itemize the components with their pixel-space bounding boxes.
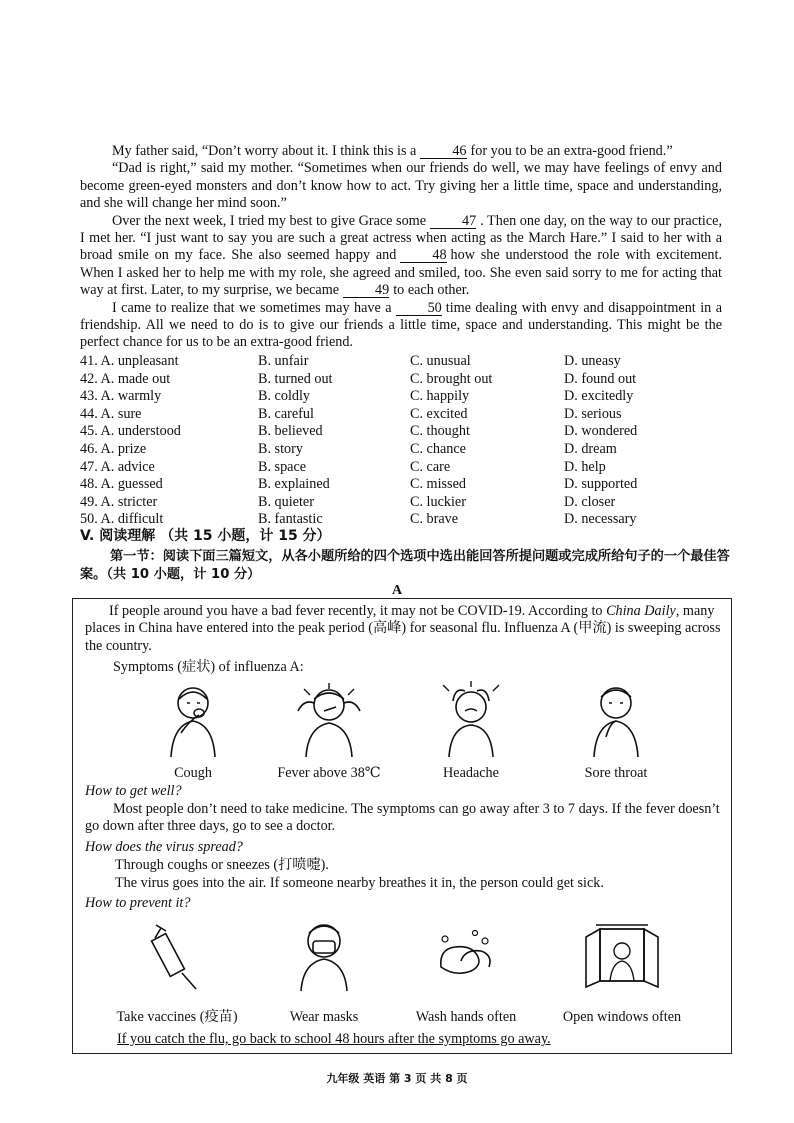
cough-icon xyxy=(153,681,233,759)
option-b: B. turned out xyxy=(258,370,333,387)
option-b: B. space xyxy=(258,458,307,475)
option-b: B. story xyxy=(258,440,303,457)
option-d: D. supported xyxy=(564,476,638,493)
text: to each other. xyxy=(393,282,470,299)
mask-icon xyxy=(289,919,359,991)
option-row-41 xyxy=(80,353,722,371)
paragraph-4 xyxy=(80,300,722,352)
passage-label: A xyxy=(391,583,403,598)
option-row-47 xyxy=(80,459,722,477)
sore-throat-icon xyxy=(576,681,656,759)
option-d: D. wondered xyxy=(564,423,638,440)
option-d: D. necessary xyxy=(564,511,637,528)
option-a: 43. A. warmly xyxy=(80,388,162,405)
question-prevent: How to prevent it? xyxy=(85,895,191,911)
symptom-label: Headache xyxy=(443,765,499,781)
answer-get-well: Most people don’t need to take medicine. The symptoms can go away after 3 to 7 days. If the fever doesn’t go down after three days, go to see a doctor. xyxy=(85,801,720,835)
option-a: 45. A. understood xyxy=(80,423,181,440)
paragraph-1 xyxy=(80,143,722,160)
option-d: D. dream xyxy=(564,440,617,457)
text: for you to be an extra-good friend.” xyxy=(470,143,673,159)
intro-text xyxy=(85,603,721,655)
option-a: 46. A. prize xyxy=(80,440,147,457)
option-b: B. believed xyxy=(258,423,323,440)
option-a: 41. A. unpleasant xyxy=(80,353,179,369)
option-c: C. happily xyxy=(410,388,470,405)
blank-50: 50 xyxy=(396,301,442,316)
option-d: D. serious xyxy=(564,405,622,422)
option-d: D. closer xyxy=(564,493,616,510)
option-b: B. quieter xyxy=(258,493,314,510)
prevent-label: Wear masks xyxy=(289,1009,359,1025)
symptom-label: Fever above 38℃ xyxy=(277,765,381,781)
option-c: C. luckier xyxy=(410,493,466,510)
symptom-sore-throat xyxy=(561,681,671,782)
blank-49: 49 xyxy=(343,283,389,298)
prevent-label: Open windows often xyxy=(562,1009,682,1025)
option-a: 44. A. sure xyxy=(80,405,142,422)
text: , many places in China have entered into the peak period (高峰) for seasonal flu. Influenza A (甲流) is sweeping across the country. xyxy=(85,603,721,654)
prevent-label: Take vaccines (疫苗) xyxy=(116,1009,238,1025)
option-c: C. unusual xyxy=(410,353,471,369)
option-b: B. explained xyxy=(258,476,330,493)
question-spread: How does the virus spread? xyxy=(85,839,243,855)
window-icon xyxy=(582,919,662,991)
wash-hands-icon xyxy=(431,919,501,991)
reading-passage-a xyxy=(72,598,732,1054)
option-a: 49. A. stricter xyxy=(80,493,158,510)
answer-options xyxy=(80,353,722,529)
answer-spread-2: The virus goes into the air. If someone nearby breathes it in, the person could get sick. xyxy=(115,875,604,891)
blank-47: 47 xyxy=(430,214,476,229)
page-footer: 九年级 英语 第 3 页 共 8 页 xyxy=(326,1072,468,1085)
headache-icon xyxy=(431,681,511,759)
text: . Then one day, on the way to our practice, I met her. “I just want to say you are such a great actress when acting as the March Hare.” I said to her with a broad smile on my face. She also seemed happy and xyxy=(80,212,723,264)
option-b: B. coldly xyxy=(258,388,311,405)
option-row-45 xyxy=(80,423,722,441)
option-c: C. missed xyxy=(410,476,466,493)
prevent-open-windows xyxy=(547,919,697,1026)
option-d: D. excitedly xyxy=(564,388,634,405)
option-row-48 xyxy=(80,476,722,494)
closing-note: If you catch the flu, go back to school 48 hours after the symptoms go away. xyxy=(117,1031,551,1047)
option-a: 48. A. guessed xyxy=(80,476,163,493)
option-row-46 xyxy=(80,441,722,459)
question-get-well: How to get well? xyxy=(85,783,182,799)
option-row-49 xyxy=(80,494,722,512)
option-d: D. help xyxy=(564,458,606,475)
option-d: D. found out xyxy=(564,370,637,387)
option-b: B. fantastic xyxy=(258,511,323,528)
prevent-masks xyxy=(269,919,379,1026)
prevent-wash-hands xyxy=(401,919,531,1026)
option-a: 42. A. made out xyxy=(80,370,171,387)
option-c: C. brave xyxy=(410,511,459,528)
option-d: D. uneasy xyxy=(564,353,621,369)
blank-48: 48 xyxy=(400,248,446,263)
symptom-cough xyxy=(143,681,243,782)
symptom-headache xyxy=(421,681,521,782)
paragraph-2: “Dad is right,” said my mother. “Sometimes when our friends do well, we may have feelings of envy and become green-eyed monsters and don’t know how to act. Try giving her a little time, space and understanding, and she will change her mind soon.” xyxy=(80,160,722,212)
answer-spread-1: Through coughs or sneezes (打喷嚏). xyxy=(115,857,329,873)
prevent-vaccines xyxy=(107,919,247,1026)
text: Over the next week, I tried my best to give Grace some xyxy=(112,212,426,229)
option-c: C. care xyxy=(410,458,451,475)
text: If people around you have a bad fever recently, it may not be COVID-19. According to xyxy=(109,603,603,619)
option-b: B. unfair xyxy=(258,353,309,369)
text: My father said, “Don’t worry about it. I think this is a xyxy=(112,143,417,159)
option-c: C. excited xyxy=(410,405,468,422)
symptom-fever xyxy=(259,681,399,782)
paragraph-3 xyxy=(80,213,722,300)
option-a: 50. A. difficult xyxy=(80,511,164,528)
text: I came to realize that we sometimes may have a xyxy=(112,299,392,316)
option-row-44 xyxy=(80,406,722,424)
blank-46: 46 xyxy=(420,144,466,159)
section-title: V. 阅读理解 （共 15 小题，计 15 分） xyxy=(80,528,331,544)
text: time dealing with envy and disappointment in a friendship. All we need to do is to give our friends a little time, space and understanding. This might be the perfect chance for us to be an extra-good friend. xyxy=(80,299,722,351)
option-c: C. brought out xyxy=(410,370,493,387)
symptoms-label: Symptoms (症状) of influenza A: xyxy=(113,659,304,675)
option-c: C. thought xyxy=(410,423,470,440)
cloze-passage xyxy=(80,143,722,352)
source-name: China Daily xyxy=(606,603,676,619)
option-c: C. chance xyxy=(410,440,466,457)
fever-icon xyxy=(284,681,374,759)
option-row-42 xyxy=(80,371,722,389)
text: how she understood the role with excitement. When I asked her to help me with my role, she agreed and smiled, too. She even said sorry to me for acting that way at first. Later, to my surprise, we became xyxy=(80,247,722,299)
option-row-50 xyxy=(80,511,722,529)
syringe-icon xyxy=(142,919,212,991)
option-a: 47. A. advice xyxy=(80,458,155,475)
symptom-label: Sore throat xyxy=(584,765,648,781)
section-instruction: 第一节：阅读下面三篇短文，从各小题所给的四个选项中选出能回答所提问题或完成所给句子的一个最佳答案。（共 10 小题，计 10 分） xyxy=(80,549,730,582)
prevent-label: Wash hands often xyxy=(415,1009,517,1025)
option-b: B. careful xyxy=(258,405,314,422)
option-row-43 xyxy=(80,388,722,406)
symptom-label: Cough xyxy=(174,765,212,781)
